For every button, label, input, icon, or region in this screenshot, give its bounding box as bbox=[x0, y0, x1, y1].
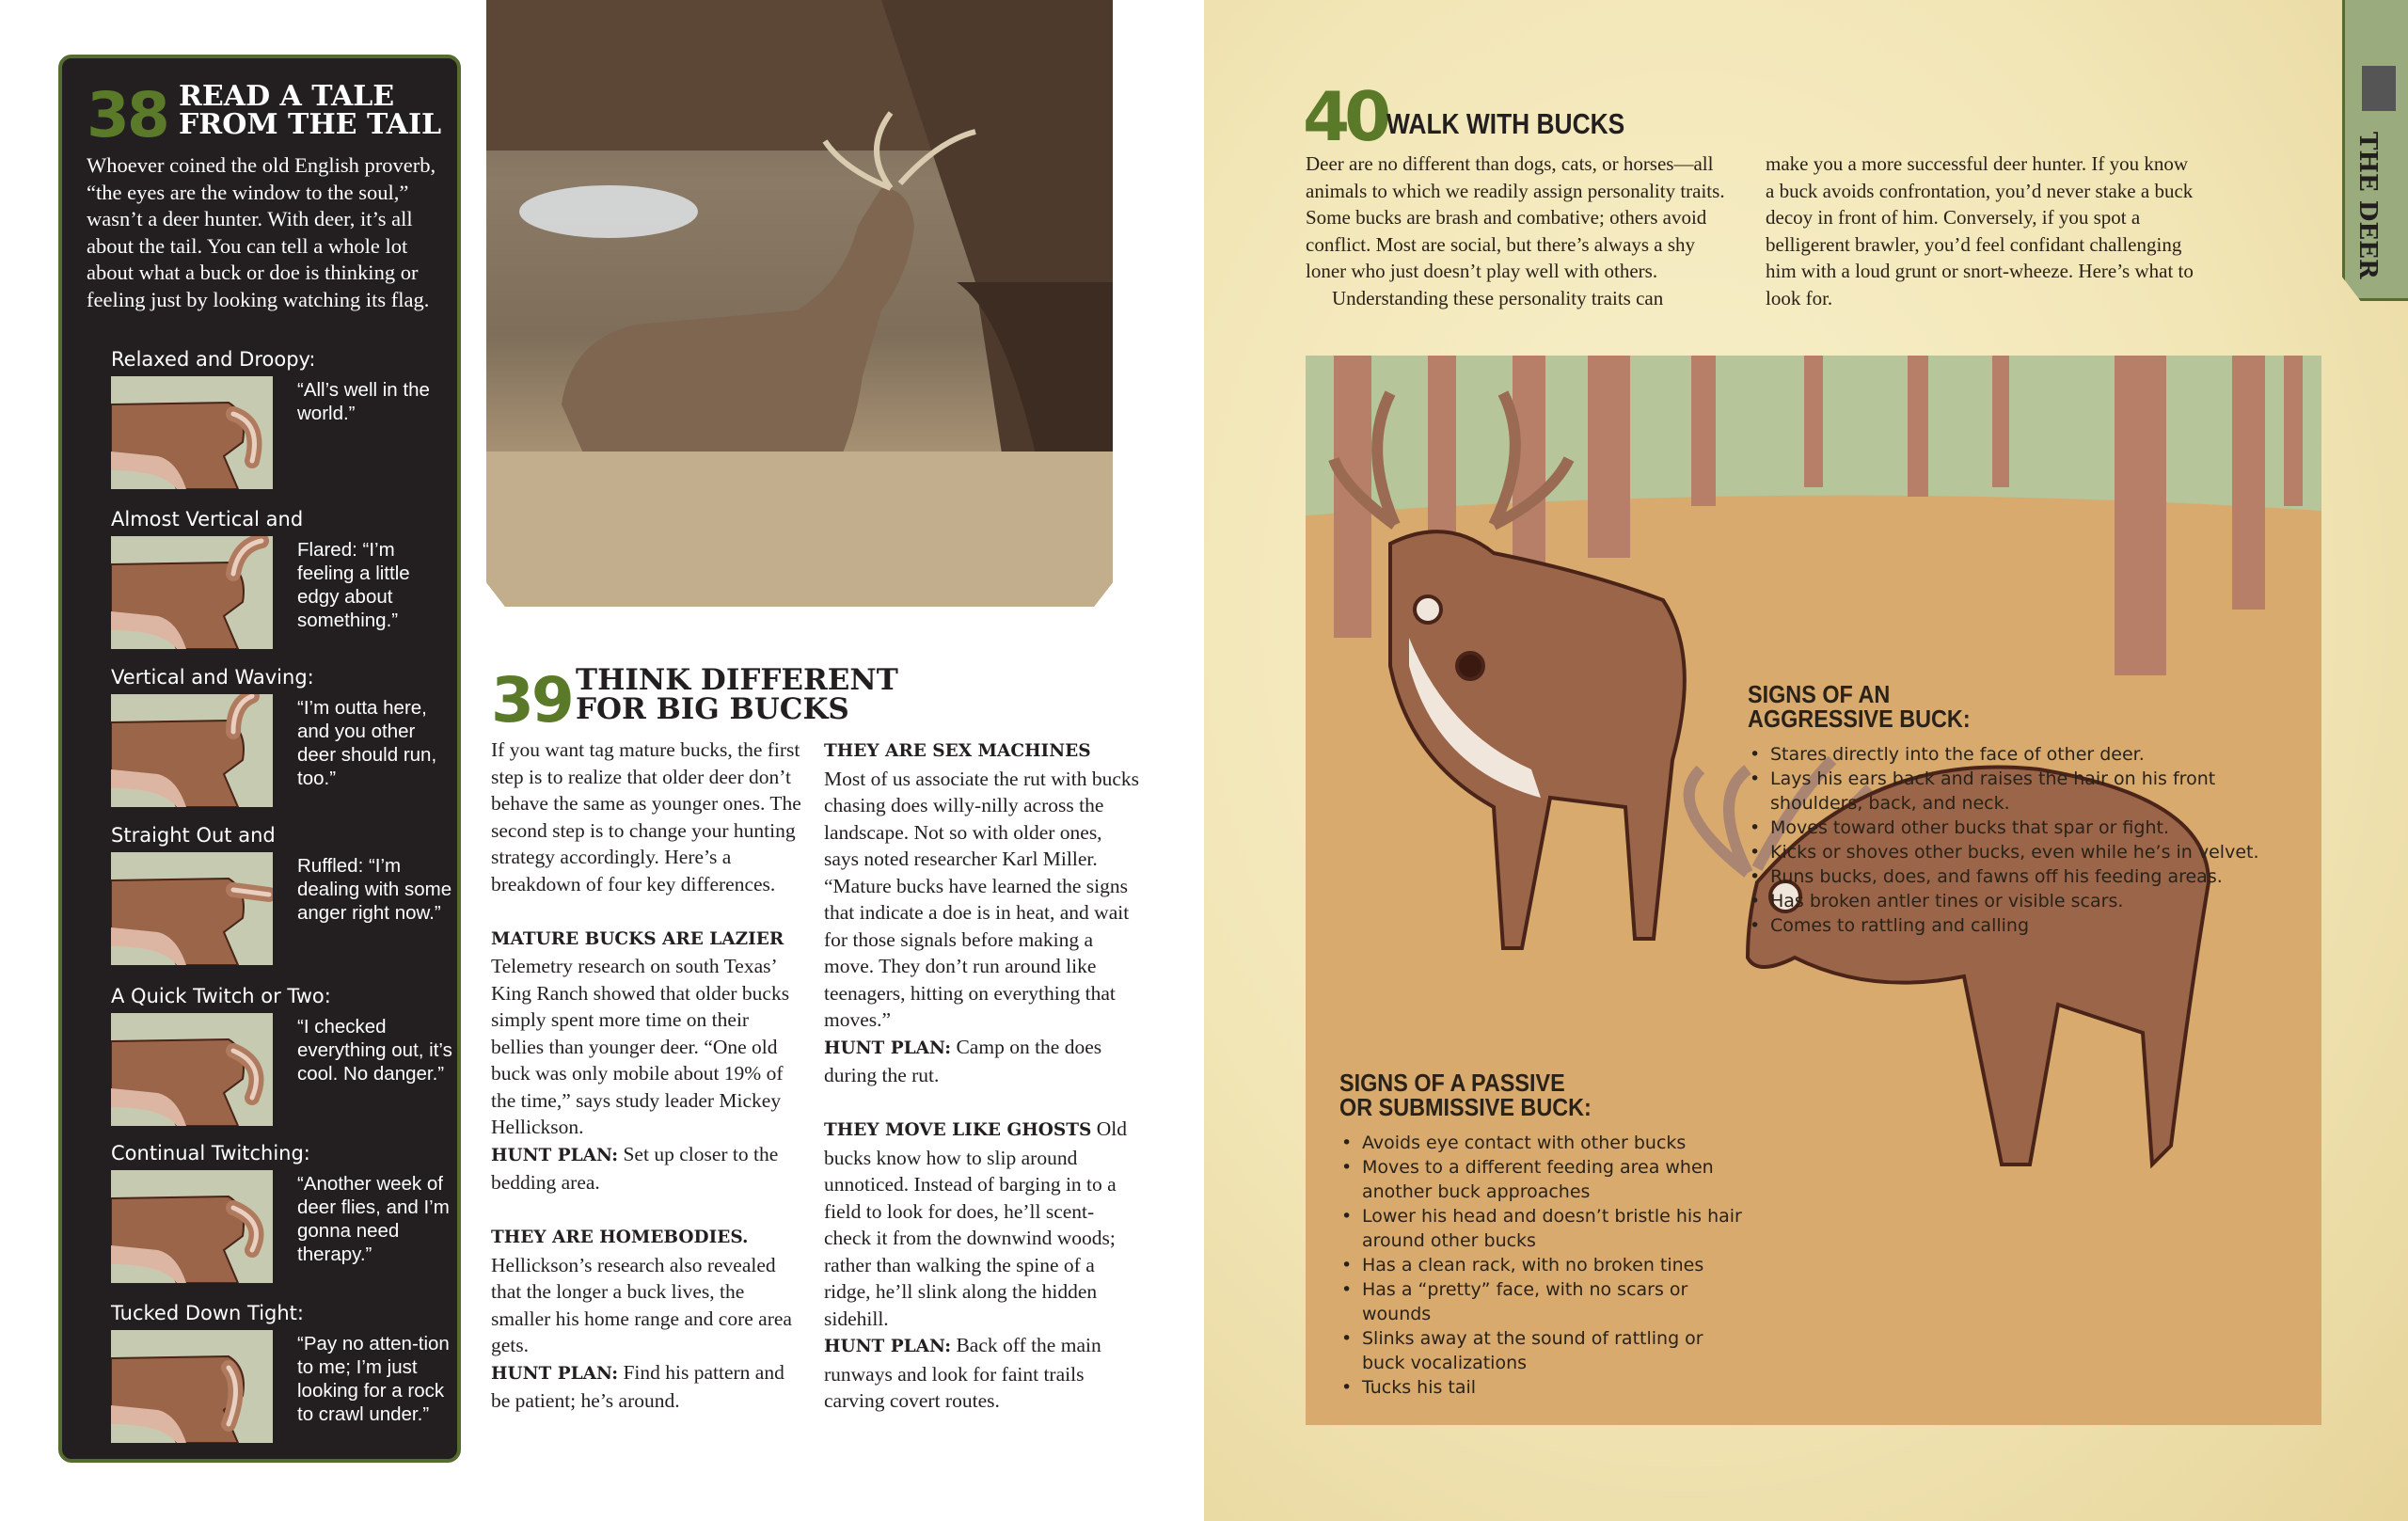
tail-quote: “All’s well in the world.” bbox=[297, 379, 430, 424]
tail-quote: “Another week of deer flies, and I’m gonna need therapy.” bbox=[297, 1173, 450, 1265]
tail-label: A Quick Twitch or Two: bbox=[111, 985, 331, 1007]
tip: THEY ARE HOMEBODIES. Hellickson’s research also revealed that the longer a buck lives, the smaller his home range and core area gets. HUNT PLAN: Find his pattern and be patient; he’s around. bbox=[491, 1228, 792, 1412]
intro-text: Whoever coined the old English proverb, “the eyes are the window to the soul,” wasn’t a deer hunter. With deer, it’s all about the tail. You can tell a whole lot about what a buck or doe is thinking or feeling just by looking watching its flag. bbox=[87, 153, 436, 311]
sign-item: • Comes to rattling and calling bbox=[1748, 913, 2274, 938]
tail-label: Almost Vertical and bbox=[111, 508, 304, 531]
section-title: WALK WITH BUCKS bbox=[1386, 107, 1625, 140]
tail-sidebar bbox=[58, 55, 461, 1463]
buck-photo bbox=[486, 0, 1113, 607]
sign-item: • Lays his ears back and raises the hair on his front shoulders, back, and neck. bbox=[1748, 767, 2274, 816]
section-number: 40 bbox=[1303, 77, 1386, 156]
tail-quote: Ruffled: “I’m dealing with some anger right now.” bbox=[297, 855, 452, 924]
passive-heading: SIGNS OF A PASSIVE OR SUBMISSIVE BUCK: bbox=[1339, 1069, 1592, 1121]
tail-label: Relaxed and Droopy: bbox=[111, 348, 316, 371]
tail-quote: “I checked everything out, it’s cool. No danger.” bbox=[297, 1016, 452, 1085]
tail-quote: “Pay no atten-tion to me; I’m just looking for a rock to crawl under.” bbox=[297, 1333, 450, 1425]
aggressive-heading: SIGNS OF AN AGGRESSIVE BUCK: bbox=[1748, 680, 1971, 733]
tail-quote: Flared: “I’m feeling a little edgy about something.” bbox=[297, 539, 410, 631]
section-title: THINK DIFFERENT FOR BIG BUCKS bbox=[576, 663, 898, 726]
passive-signs bbox=[1339, 1070, 1744, 1400]
tail-label: Tucked Down Tight: bbox=[111, 1302, 304, 1324]
tail-label: Continual Twitching: bbox=[111, 1142, 310, 1165]
sign-item: • Slinks away at the sound of rattling or buck vocalizations bbox=[1339, 1326, 1744, 1375]
tail-label: Vertical and Waving: bbox=[111, 666, 314, 689]
tip: THEY MOVE LIKE GHOSTS Old bucks know how to slip around unnoticed. Instead of barging in to a field to look for does, he’ll scent-check it from the downwind woods; rather than walking the spine of a ridge, he’ll slink along the hidden sidehill. HUNT PLAN: Back off the main runways and look for faint trails carving covert routes. bbox=[824, 1117, 1127, 1412]
sign-item: • Lower his head and doesn’t bristle his hair around other bucks bbox=[1339, 1204, 1744, 1253]
article-column-1 bbox=[491, 737, 801, 1415]
tail-illustration bbox=[111, 376, 273, 489]
sign-item: • Moves toward other bucks that spar or fight. bbox=[1748, 816, 2274, 840]
tab-marker bbox=[2362, 66, 2396, 111]
sign-item: • Runs bucks, does, and fawns off his feeding areas. bbox=[1748, 864, 2274, 889]
sign-item: • Has a clean rack, with no broken tines bbox=[1339, 1253, 1744, 1277]
passive-list bbox=[1339, 1131, 1744, 1400]
chapter-tab-label: THE DEER bbox=[2353, 132, 2382, 279]
aggressive-signs bbox=[1748, 682, 2274, 938]
sign-item: • Avoids eye contact with other bucks bbox=[1339, 1131, 1744, 1155]
tip: THEY ARE SEX MACHINES Most of us associate the rut with bucks chasing does willy-nilly across the landscape. Not so with older ones, says noted researcher Karl Miller. “Mature bucks have learned the signs that indicate a doe is in heat, and wait for those signals before making a move. They don’t run around like teenagers, hitting on everything that moves.” HUNT PLAN: Camp on the does during the rut. bbox=[824, 741, 1139, 1086]
tail-illustration bbox=[111, 1330, 273, 1443]
buck-illustration bbox=[1306, 356, 2321, 1425]
tail-quote: “I’m outta here, and you other deer should run, too.” bbox=[297, 697, 437, 789]
section-title: READ A TALE FROM THE TAIL bbox=[179, 80, 442, 141]
sign-item: • Has a “pretty” face, with no scars or wounds bbox=[1339, 1277, 1744, 1326]
section-number: 39 bbox=[491, 664, 572, 737]
section-number: 38 bbox=[87, 79, 167, 151]
sign-item: • Tucks his tail bbox=[1339, 1375, 1744, 1400]
tail-label: Straight Out and bbox=[111, 824, 276, 847]
article-column-1: Deer are no different than dogs, cats, or horses—all animals to which we readily assign personality traits. Some bucks are brash and combative; others avoid conflict. Most are social, but there’s always a shy loner who just doesn’t play well with others. Understanding these personality traits can bbox=[1306, 152, 1725, 309]
tail-illustration bbox=[111, 1013, 273, 1126]
tip: MATURE BUCKS ARE LAZIER Telemetry research on south Texas’ King Ranch showed that older bucks simply spent more time on their bellies than younger deer. “One old buck was only mobile about 19% of the time,” says study leader Mickey Hellickson. HUNT PLAN: Set up closer to the bedding area. bbox=[491, 928, 790, 1194]
tail-illustration bbox=[111, 1170, 273, 1283]
tail-illustration bbox=[111, 694, 273, 807]
tail-illustration bbox=[111, 852, 273, 965]
article-column-2 bbox=[824, 737, 1140, 1415]
sign-item: • Has broken antler tines or visible scars. bbox=[1748, 889, 2274, 913]
sign-item: • Moves to a different feeding area when another buck approaches bbox=[1339, 1155, 1744, 1204]
article-column-2: make you a more successful deer hunter. If you know a buck avoids confrontation, you’d never stake a buck decoy in front of him. Conversely, if you spot a belligerent brawler, you’d feel confidant challenging him with a loud grunt or snort-wheeze. Here’s what to look for. bbox=[1766, 152, 2194, 309]
tail-illustration bbox=[111, 536, 273, 649]
sign-item: • Stares directly into the face of other deer. bbox=[1748, 742, 2274, 767]
intro-text: If you want tag mature bucks, the first step is to realize that older deer don’t behave the same as younger ones. The second step is to change your hunting strategy accordingly. Here’s a breakdown of four key differences. bbox=[491, 738, 801, 895]
sign-item: • Kicks or shoves other bucks, even while he’s in velvet. bbox=[1748, 840, 2274, 864]
aggressive-list bbox=[1748, 742, 2274, 938]
